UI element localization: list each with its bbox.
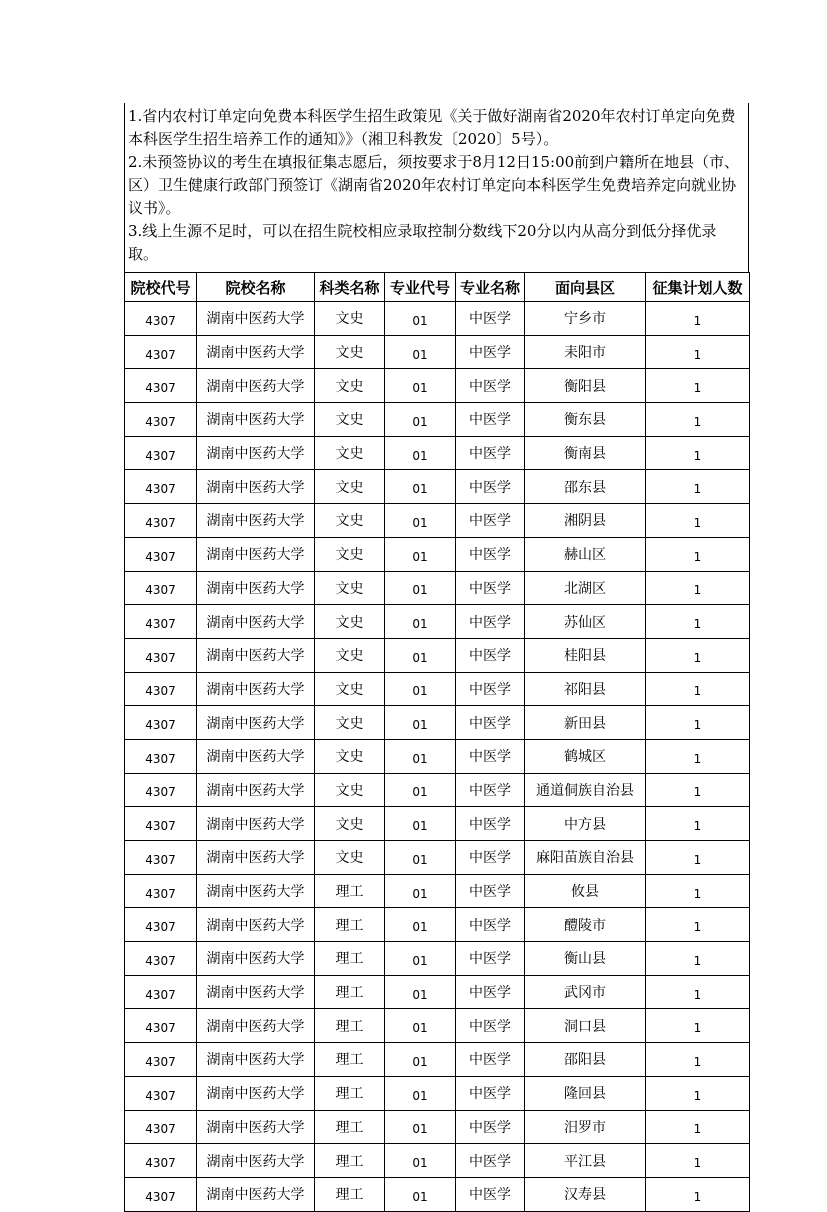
table-cell: 湖南中医药大学 bbox=[197, 706, 315, 740]
table-cell: 衡南县 bbox=[525, 436, 646, 470]
table-cell: 4307 bbox=[125, 1144, 197, 1178]
table-cell: 01 bbox=[385, 537, 456, 571]
table-cell: 文史 bbox=[315, 706, 385, 740]
table-row bbox=[125, 571, 750, 605]
table-cell: 4307 bbox=[125, 1009, 197, 1043]
table-row bbox=[125, 403, 750, 437]
table-cell: 1 bbox=[646, 1177, 750, 1211]
table-cell: 01 bbox=[385, 605, 456, 639]
table-cell: 01 bbox=[385, 1076, 456, 1110]
column-header: 专业名称 bbox=[456, 273, 525, 302]
table-row bbox=[125, 908, 750, 942]
table-cell: 邵阳县 bbox=[525, 1043, 646, 1077]
table-cell: 攸县 bbox=[525, 874, 646, 908]
table-cell: 湖南中医药大学 bbox=[197, 807, 315, 841]
table-cell: 4307 bbox=[125, 1043, 197, 1077]
table-cell: 1 bbox=[646, 537, 750, 571]
table-cell: 湖南中医药大学 bbox=[197, 436, 315, 470]
table-header-row bbox=[125, 273, 750, 302]
table-cell: 文史 bbox=[315, 571, 385, 605]
table-cell: 01 bbox=[385, 908, 456, 942]
table-cell: 中医学 bbox=[456, 706, 525, 740]
table-cell: 汉寿县 bbox=[525, 1177, 646, 1211]
table-cell: 中医学 bbox=[456, 1009, 525, 1043]
table-cell: 湖南中医药大学 bbox=[197, 335, 315, 369]
table-cell: 湖南中医药大学 bbox=[197, 1076, 315, 1110]
note-2: 2.未预签协议的考生在填报征集志愿后，须按要求于8月12日15:00前到户籍所在地县（市、区）卫生健康行政部门预签订《湖南省2020年农村订单定向本科医学生免费培养定向就业协议书》。 bbox=[128, 153, 740, 217]
table-cell: 隆回县 bbox=[525, 1076, 646, 1110]
table-cell: 中医学 bbox=[456, 470, 525, 504]
table-cell: 湖南中医药大学 bbox=[197, 369, 315, 403]
table-cell: 4307 bbox=[125, 571, 197, 605]
table-cell: 中医学 bbox=[456, 638, 525, 672]
table-cell: 1 bbox=[646, 1144, 750, 1178]
table-cell: 衡东县 bbox=[525, 403, 646, 437]
table-cell: 4307 bbox=[125, 773, 197, 807]
table-cell: 湖南中医药大学 bbox=[197, 638, 315, 672]
table-cell: 理工 bbox=[315, 874, 385, 908]
table-cell: 中医学 bbox=[456, 1177, 525, 1211]
table-cell: 中医学 bbox=[456, 975, 525, 1009]
table-cell: 汨罗市 bbox=[525, 1110, 646, 1144]
table-row bbox=[125, 302, 750, 336]
table-cell: 1 bbox=[646, 841, 750, 875]
table-cell: 1 bbox=[646, 638, 750, 672]
table-cell: 01 bbox=[385, 1043, 456, 1077]
table-cell: 文史 bbox=[315, 537, 385, 571]
table-cell: 01 bbox=[385, 706, 456, 740]
table-row bbox=[125, 773, 750, 807]
table-cell: 中医学 bbox=[456, 807, 525, 841]
column-header: 院校代号 bbox=[125, 273, 197, 302]
table-cell: 衡阳县 bbox=[525, 369, 646, 403]
table-cell: 中医学 bbox=[456, 672, 525, 706]
table-cell: 湖南中医药大学 bbox=[197, 1110, 315, 1144]
table-cell: 湖南中医药大学 bbox=[197, 874, 315, 908]
table-cell: 1 bbox=[646, 908, 750, 942]
table-cell: 1 bbox=[646, 1043, 750, 1077]
table-cell: 理工 bbox=[315, 1043, 385, 1077]
table-cell: 01 bbox=[385, 470, 456, 504]
table-cell: 中医学 bbox=[456, 302, 525, 336]
table-row bbox=[125, 335, 750, 369]
table-cell: 4307 bbox=[125, 369, 197, 403]
table-cell: 4307 bbox=[125, 436, 197, 470]
table-row bbox=[125, 369, 750, 403]
table-cell: 4307 bbox=[125, 807, 197, 841]
table-cell: 01 bbox=[385, 403, 456, 437]
table-row bbox=[125, 436, 750, 470]
table-cell: 鹤城区 bbox=[525, 739, 646, 773]
column-header: 征集计划人数 bbox=[646, 273, 750, 302]
table-cell: 中医学 bbox=[456, 874, 525, 908]
table-cell: 4307 bbox=[125, 672, 197, 706]
table-cell: 中医学 bbox=[456, 1110, 525, 1144]
table-cell: 湖南中医药大学 bbox=[197, 672, 315, 706]
table-cell: 湖南中医药大学 bbox=[197, 302, 315, 336]
table-cell: 中医学 bbox=[456, 908, 525, 942]
table-cell: 01 bbox=[385, 807, 456, 841]
table-cell: 理工 bbox=[315, 1076, 385, 1110]
table-cell: 1 bbox=[646, 1076, 750, 1110]
table-row bbox=[125, 739, 750, 773]
table-cell: 中医学 bbox=[456, 841, 525, 875]
column-header: 院校名称 bbox=[197, 273, 315, 302]
enrollment-table bbox=[124, 272, 750, 1212]
table-cell: 01 bbox=[385, 841, 456, 875]
table-cell: 文史 bbox=[315, 403, 385, 437]
table-cell: 耒阳市 bbox=[525, 335, 646, 369]
note-1: 1.省内农村订单定向免费本科医学生招生政策见《关于做好湖南省2020年农村订单定向免费本科医学生招生培养工作的通知》》（湘卫科教发〔2020〕5号）。 bbox=[128, 107, 736, 148]
table-cell: 中医学 bbox=[456, 773, 525, 807]
table-cell: 01 bbox=[385, 773, 456, 807]
table-row bbox=[125, 672, 750, 706]
table-cell: 中医学 bbox=[456, 1144, 525, 1178]
table-cell: 01 bbox=[385, 504, 456, 538]
table-cell: 湖南中医药大学 bbox=[197, 1144, 315, 1178]
table-row bbox=[125, 975, 750, 1009]
table-cell: 4307 bbox=[125, 537, 197, 571]
table-row bbox=[125, 638, 750, 672]
table-cell: 4307 bbox=[125, 638, 197, 672]
table-cell: 湖南中医药大学 bbox=[197, 975, 315, 1009]
table-row bbox=[125, 1110, 750, 1144]
table-cell: 01 bbox=[385, 975, 456, 1009]
table-cell: 桂阳县 bbox=[525, 638, 646, 672]
table-row bbox=[125, 470, 750, 504]
table-cell: 01 bbox=[385, 942, 456, 976]
table-cell: 邵东县 bbox=[525, 470, 646, 504]
table-cell: 文史 bbox=[315, 470, 385, 504]
table-cell: 01 bbox=[385, 302, 456, 336]
table-cell: 4307 bbox=[125, 1177, 197, 1211]
table-cell: 中医学 bbox=[456, 369, 525, 403]
document-frame bbox=[124, 103, 749, 1212]
table-cell: 01 bbox=[385, 672, 456, 706]
table-cell: 湖南中医药大学 bbox=[197, 1009, 315, 1043]
table-cell: 1 bbox=[646, 470, 750, 504]
table-cell: 01 bbox=[385, 1144, 456, 1178]
table-cell: 湖南中医药大学 bbox=[197, 605, 315, 639]
table-cell: 湖南中医药大学 bbox=[197, 504, 315, 538]
table-cell: 1 bbox=[646, 773, 750, 807]
table-cell: 文史 bbox=[315, 504, 385, 538]
column-header: 专业代号 bbox=[385, 273, 456, 302]
table-cell: 中医学 bbox=[456, 537, 525, 571]
table-cell: 1 bbox=[646, 302, 750, 336]
table-cell: 理工 bbox=[315, 1009, 385, 1043]
table-cell: 湖南中医药大学 bbox=[197, 537, 315, 571]
table-row bbox=[125, 605, 750, 639]
table-row bbox=[125, 942, 750, 976]
table-cell: 4307 bbox=[125, 335, 197, 369]
table-cell: 4307 bbox=[125, 1076, 197, 1110]
table-cell: 湘阴县 bbox=[525, 504, 646, 538]
table-cell: 中方县 bbox=[525, 807, 646, 841]
table-cell: 文史 bbox=[315, 807, 385, 841]
table-cell: 湖南中医药大学 bbox=[197, 1043, 315, 1077]
table-cell: 中医学 bbox=[456, 1076, 525, 1110]
table-cell: 1 bbox=[646, 975, 750, 1009]
table-cell: 理工 bbox=[315, 1177, 385, 1211]
column-header: 面向县区 bbox=[525, 273, 646, 302]
table-cell: 4307 bbox=[125, 874, 197, 908]
table-cell: 湖南中医药大学 bbox=[197, 739, 315, 773]
column-header: 科类名称 bbox=[315, 273, 385, 302]
table-cell: 01 bbox=[385, 335, 456, 369]
table-body bbox=[125, 302, 750, 1212]
table-cell: 1 bbox=[646, 605, 750, 639]
table-cell: 新田县 bbox=[525, 706, 646, 740]
table-row bbox=[125, 537, 750, 571]
table-cell: 1 bbox=[646, 369, 750, 403]
table-cell: 文史 bbox=[315, 672, 385, 706]
table-cell: 麻阳苗族自治县 bbox=[525, 841, 646, 875]
table-cell: 中医学 bbox=[456, 739, 525, 773]
table-cell: 01 bbox=[385, 739, 456, 773]
table-cell: 01 bbox=[385, 436, 456, 470]
table-cell: 1 bbox=[646, 706, 750, 740]
table-cell: 理工 bbox=[315, 975, 385, 1009]
table-cell: 4307 bbox=[125, 504, 197, 538]
table-cell: 4307 bbox=[125, 841, 197, 875]
table-cell: 中医学 bbox=[456, 571, 525, 605]
table-cell: 文史 bbox=[315, 605, 385, 639]
table-cell: 1 bbox=[646, 874, 750, 908]
table-cell: 宁乡市 bbox=[525, 302, 646, 336]
table-cell: 4307 bbox=[125, 908, 197, 942]
table-cell: 衡山县 bbox=[525, 942, 646, 976]
table-row bbox=[125, 504, 750, 538]
note-3: 3.线上生源不足时，可以在招生院校相应录取控制分数线下20分以内从高分到低分择优录取。 bbox=[128, 222, 717, 263]
table-cell: 中医学 bbox=[456, 335, 525, 369]
table-cell: 1 bbox=[646, 403, 750, 437]
table-cell: 文史 bbox=[315, 369, 385, 403]
table-cell: 湖南中医药大学 bbox=[197, 403, 315, 437]
table-cell: 1 bbox=[646, 739, 750, 773]
table-cell: 中医学 bbox=[456, 942, 525, 976]
table-cell: 4307 bbox=[125, 403, 197, 437]
table-cell: 湖南中医药大学 bbox=[197, 841, 315, 875]
table-cell: 赫山区 bbox=[525, 537, 646, 571]
table-cell: 4307 bbox=[125, 739, 197, 773]
table-cell: 4307 bbox=[125, 706, 197, 740]
table-cell: 01 bbox=[385, 1009, 456, 1043]
table-cell: 理工 bbox=[315, 908, 385, 942]
table-cell: 中医学 bbox=[456, 436, 525, 470]
table-cell: 湖南中医药大学 bbox=[197, 470, 315, 504]
table-row bbox=[125, 1043, 750, 1077]
table-cell: 文史 bbox=[315, 436, 385, 470]
table-cell: 1 bbox=[646, 672, 750, 706]
table-cell: 4307 bbox=[125, 470, 197, 504]
table-cell: 01 bbox=[385, 369, 456, 403]
table-cell: 4307 bbox=[125, 1110, 197, 1144]
table-cell: 祁阳县 bbox=[525, 672, 646, 706]
table-cell: 湖南中医药大学 bbox=[197, 571, 315, 605]
table-cell: 01 bbox=[385, 1110, 456, 1144]
table-row bbox=[125, 1177, 750, 1211]
table-cell: 湖南中医药大学 bbox=[197, 942, 315, 976]
table-cell: 1 bbox=[646, 1009, 750, 1043]
table-cell: 中医学 bbox=[456, 504, 525, 538]
table-row bbox=[125, 1009, 750, 1043]
table-cell: 文史 bbox=[315, 302, 385, 336]
table-cell: 洞口县 bbox=[525, 1009, 646, 1043]
table-cell: 武冈市 bbox=[525, 975, 646, 1009]
table-cell: 01 bbox=[385, 874, 456, 908]
table-cell: 4307 bbox=[125, 975, 197, 1009]
table-cell: 01 bbox=[385, 1177, 456, 1211]
table-cell: 1 bbox=[646, 335, 750, 369]
table-row bbox=[125, 1076, 750, 1110]
table-cell: 湖南中医药大学 bbox=[197, 773, 315, 807]
table-cell: 文史 bbox=[315, 773, 385, 807]
table-cell: 苏仙区 bbox=[525, 605, 646, 639]
table-cell: 湖南中医药大学 bbox=[197, 1177, 315, 1211]
table-cell: 通道侗族自治县 bbox=[525, 773, 646, 807]
table-cell: 1 bbox=[646, 504, 750, 538]
table-cell: 中医学 bbox=[456, 605, 525, 639]
table-row bbox=[125, 706, 750, 740]
table-cell: 中医学 bbox=[456, 1043, 525, 1077]
table-cell: 理工 bbox=[315, 942, 385, 976]
table-cell: 1 bbox=[646, 807, 750, 841]
table-cell: 醴陵市 bbox=[525, 908, 646, 942]
table-cell: 01 bbox=[385, 571, 456, 605]
table-row bbox=[125, 1144, 750, 1178]
table-cell: 1 bbox=[646, 571, 750, 605]
table-row bbox=[125, 874, 750, 908]
table-cell: 平江县 bbox=[525, 1144, 646, 1178]
table-row bbox=[125, 807, 750, 841]
table-cell: 文史 bbox=[315, 841, 385, 875]
table-cell: 文史 bbox=[315, 638, 385, 672]
table-cell: 4307 bbox=[125, 942, 197, 976]
table-cell: 1 bbox=[646, 942, 750, 976]
table-cell: 北湖区 bbox=[525, 571, 646, 605]
table-cell: 中医学 bbox=[456, 403, 525, 437]
table-cell: 理工 bbox=[315, 1110, 385, 1144]
table-cell: 文史 bbox=[315, 335, 385, 369]
table-row bbox=[125, 841, 750, 875]
table-cell: 01 bbox=[385, 638, 456, 672]
table-cell: 4307 bbox=[125, 605, 197, 639]
table-cell: 湖南中医药大学 bbox=[197, 908, 315, 942]
table-cell: 4307 bbox=[125, 302, 197, 336]
table-cell: 理工 bbox=[315, 1144, 385, 1178]
table-cell: 1 bbox=[646, 1110, 750, 1144]
table-cell: 文史 bbox=[315, 739, 385, 773]
table-cell: 1 bbox=[646, 436, 750, 470]
policy-notes bbox=[124, 103, 749, 272]
